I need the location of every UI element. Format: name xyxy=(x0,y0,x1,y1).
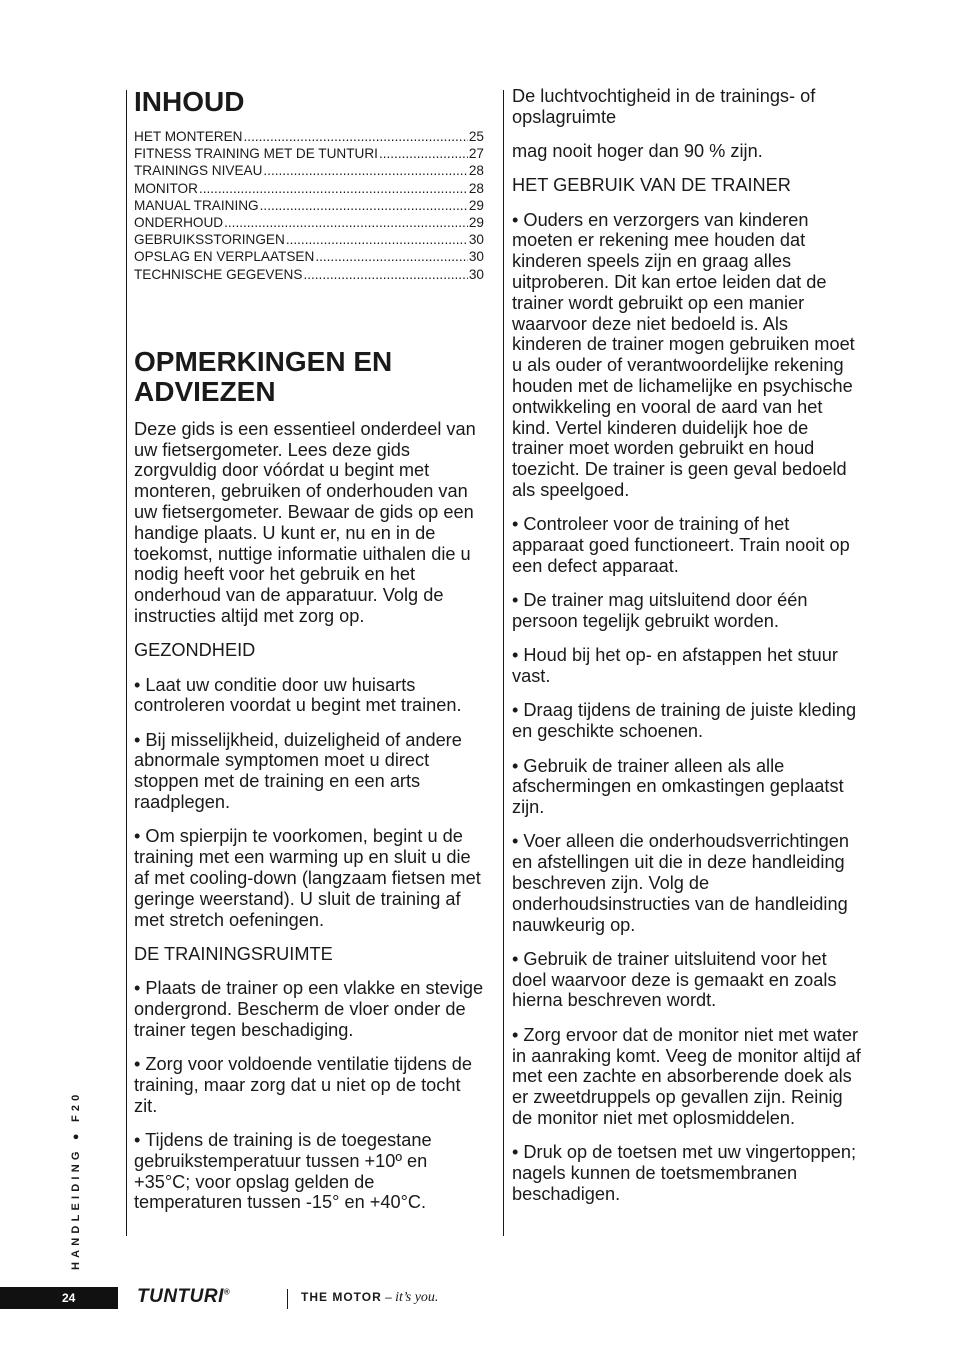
toc-entry[interactable] xyxy=(134,128,484,145)
brand-registered-mark: ® xyxy=(223,1287,231,1297)
toc-label: MONITOR xyxy=(134,180,198,196)
toc-label: ONDERHOUD xyxy=(134,215,224,231)
toc-page: 30 xyxy=(468,266,484,282)
body-paragraph: • Zorg voor voldoende ventilatie tijdens de training, maar zorg dat u niet op de tocht zit. xyxy=(134,1054,472,1116)
advice-title: OPMERKINGEN EN ADVIEZEN xyxy=(134,345,393,407)
toc-page: 25 xyxy=(468,129,484,144)
body-paragraph: • Gebruik de trainer alleen als alle afschermingen en omkastingen geplaatst zijn. xyxy=(512,755,844,818)
toc-label: HET MONTEREN xyxy=(134,129,243,144)
body-paragraph: • Laat uw conditie door uw huisarts controleren voordat u begint met trainen. xyxy=(134,674,462,716)
body-paragraph: • De trainer mag uitsluitend door één persoon tegelijk gebruikt worden. xyxy=(512,590,808,632)
toc-page: 30 xyxy=(468,249,484,265)
brand-logo xyxy=(137,1286,230,1308)
body-paragraph: • Voer alleen die onderhoudsverrichtingen en afstellingen uit die in deze handleiding beschreven zijn. Volg de onderhoudsinstructies van de handleiding nauwkeurig op. xyxy=(512,831,850,935)
toc-entry[interactable] xyxy=(134,145,484,162)
toc-title: INHOUD xyxy=(134,86,245,117)
body-paragraph: mag nooit hoger dan 90 % zijn. xyxy=(512,141,763,162)
left-column-rule xyxy=(126,90,127,1236)
toc-entry[interactable] xyxy=(134,266,484,283)
toc-label: GEBRUIKSSTORINGEN xyxy=(134,232,285,248)
section-heading: DE TRAININGSRUIMTE xyxy=(134,943,333,964)
section-heading: GEZONDHEID xyxy=(134,640,256,661)
toc-page: 27 xyxy=(468,146,484,162)
body-paragraph: • Gebruik de trainer uitsluitend voor het doel waarvoor deze is gemaakt en zoals hierna beschreven wordt. xyxy=(512,948,837,1011)
slogan-dash: – xyxy=(381,1290,396,1304)
slogan-italic: it’s you. xyxy=(395,1290,439,1305)
body-paragraph: • Om spierpijn te voorkomen, begint u de training met een warming up en sluit u die af met cooling-down (langzaam fietsen met geringe weerstand). U sluit de training af met stretch oefeningen. xyxy=(134,826,481,930)
toc-label: OPSLAG EN VERPLAATSEN xyxy=(134,249,315,265)
body-paragraph: • Bij misselijkheid, duizeligheid of andere abnormale symptomen moet u direct stoppen met de training en een arts raadplegen. xyxy=(134,729,462,813)
body-paragraph: • Druk op de toetsen met uw vingertoppen; nagels kunnen de toetsmembranen beschadigen. xyxy=(512,1142,857,1204)
toc-page: 29 xyxy=(468,197,484,213)
toc-page: 28 xyxy=(468,180,484,196)
side-label: HANDLEIDING ● F20 xyxy=(70,1090,82,1270)
toc-label: FITNESS TRAINING MET DE TUNTURI xyxy=(134,146,378,162)
body-paragraph: Deze gids is een essentieel onderdeel van uw fietsergometer. Lees deze gids zorgvuldig door vóórdat u begint met monteren, gebruiken of onderhouden van uw fietsergometer. Bewaar de gids op een handige plaats. U kunt er, nu en in de toekomst, nuttige informatie uithalen die u nodig heeft voor het gebruik en het onderhoud van de apparatuur. Volg de instructies altijd met zorg op. xyxy=(134,418,476,626)
section-heading: HET GEBRUIK VAN DE TRAINER xyxy=(512,175,791,196)
body-paragraph: • Controleer voor de training of het apparaat goed functioneert. Train nooit op een defect apparaat. xyxy=(512,514,850,576)
toc-page: 28 xyxy=(468,163,484,179)
right-column-rule xyxy=(503,90,504,1236)
toc-entry[interactable] xyxy=(134,180,484,197)
toc-label: TECHNISCHE GEGEVENS xyxy=(134,266,303,282)
toc-page: 29 xyxy=(468,215,484,231)
brand-separator xyxy=(287,1289,288,1309)
toc-page: 30 xyxy=(468,232,484,248)
left-column xyxy=(134,86,484,1227)
toc-label: MANUAL TRAINING xyxy=(134,197,259,213)
page-number-box xyxy=(0,1287,118,1309)
toc-entry[interactable] xyxy=(134,248,484,265)
toc-list xyxy=(134,128,484,283)
slogan-main: THE MOTOR xyxy=(301,1290,382,1304)
toc-entry[interactable] xyxy=(134,214,484,231)
body-paragraph: • Houd bij het op- en afstappen het stuur vast. xyxy=(512,645,838,687)
right-column xyxy=(512,86,862,1218)
page-number: 24 xyxy=(62,1291,76,1305)
brand-name: TUNTURI xyxy=(137,1286,224,1307)
body-paragraph: • Draag tijdens de training de juiste kleding en geschikte schoenen. xyxy=(512,700,857,742)
body-paragraph: • Zorg ervoor dat de monitor niet met water in aanraking komt. Veeg de monitor altijd af met een zachte en absorberende doek als er zweetdruppels op gevallen zijn. Reinig de monitor niet met oplosmiddelen. xyxy=(512,1024,861,1128)
toc-entry[interactable] xyxy=(134,231,484,248)
body-paragraph: De luchtvochtigheid in de trainings- of opslagruimte xyxy=(512,86,816,127)
toc-entry[interactable] xyxy=(134,162,484,179)
toc-entry[interactable] xyxy=(134,197,484,214)
slogan xyxy=(301,1290,438,1306)
body-paragraph: • Ouders en verzorgers van kinderen moeten er rekening mee houden dat kinderen speels zijn en graag alles uitproberen. Dit kan ertoe leiden dat de trainer wordt gebruikt op een manier waarvoor deze niet bedoeld is. Als kinderen de trainer mogen gebruiken moet u als ouder of verantwoordelijke rekening houden met de lichamelijke en psychische ontwikkeling en vooral de aard van het kind. Vertel kinderen duidelijk hoe de trainer moet worden gebruikt en houd toezicht. De trainer is geen geval bedoeld als speelgoed. xyxy=(512,209,855,501)
body-paragraph: • Tijdens de training is de toegestane gebruikstemperatuur tussen +10º en +35°C; voor opslag gelden de temperaturen tussen -15° en +40°C. xyxy=(134,1129,432,1213)
body-paragraph: • Plaats de trainer op een vlakke en stevige ondergrond. Bescherm de vloer onder de trainer tegen beschadiging. xyxy=(134,978,484,1040)
toc-label: TRAININGS NIVEAU xyxy=(134,163,263,179)
